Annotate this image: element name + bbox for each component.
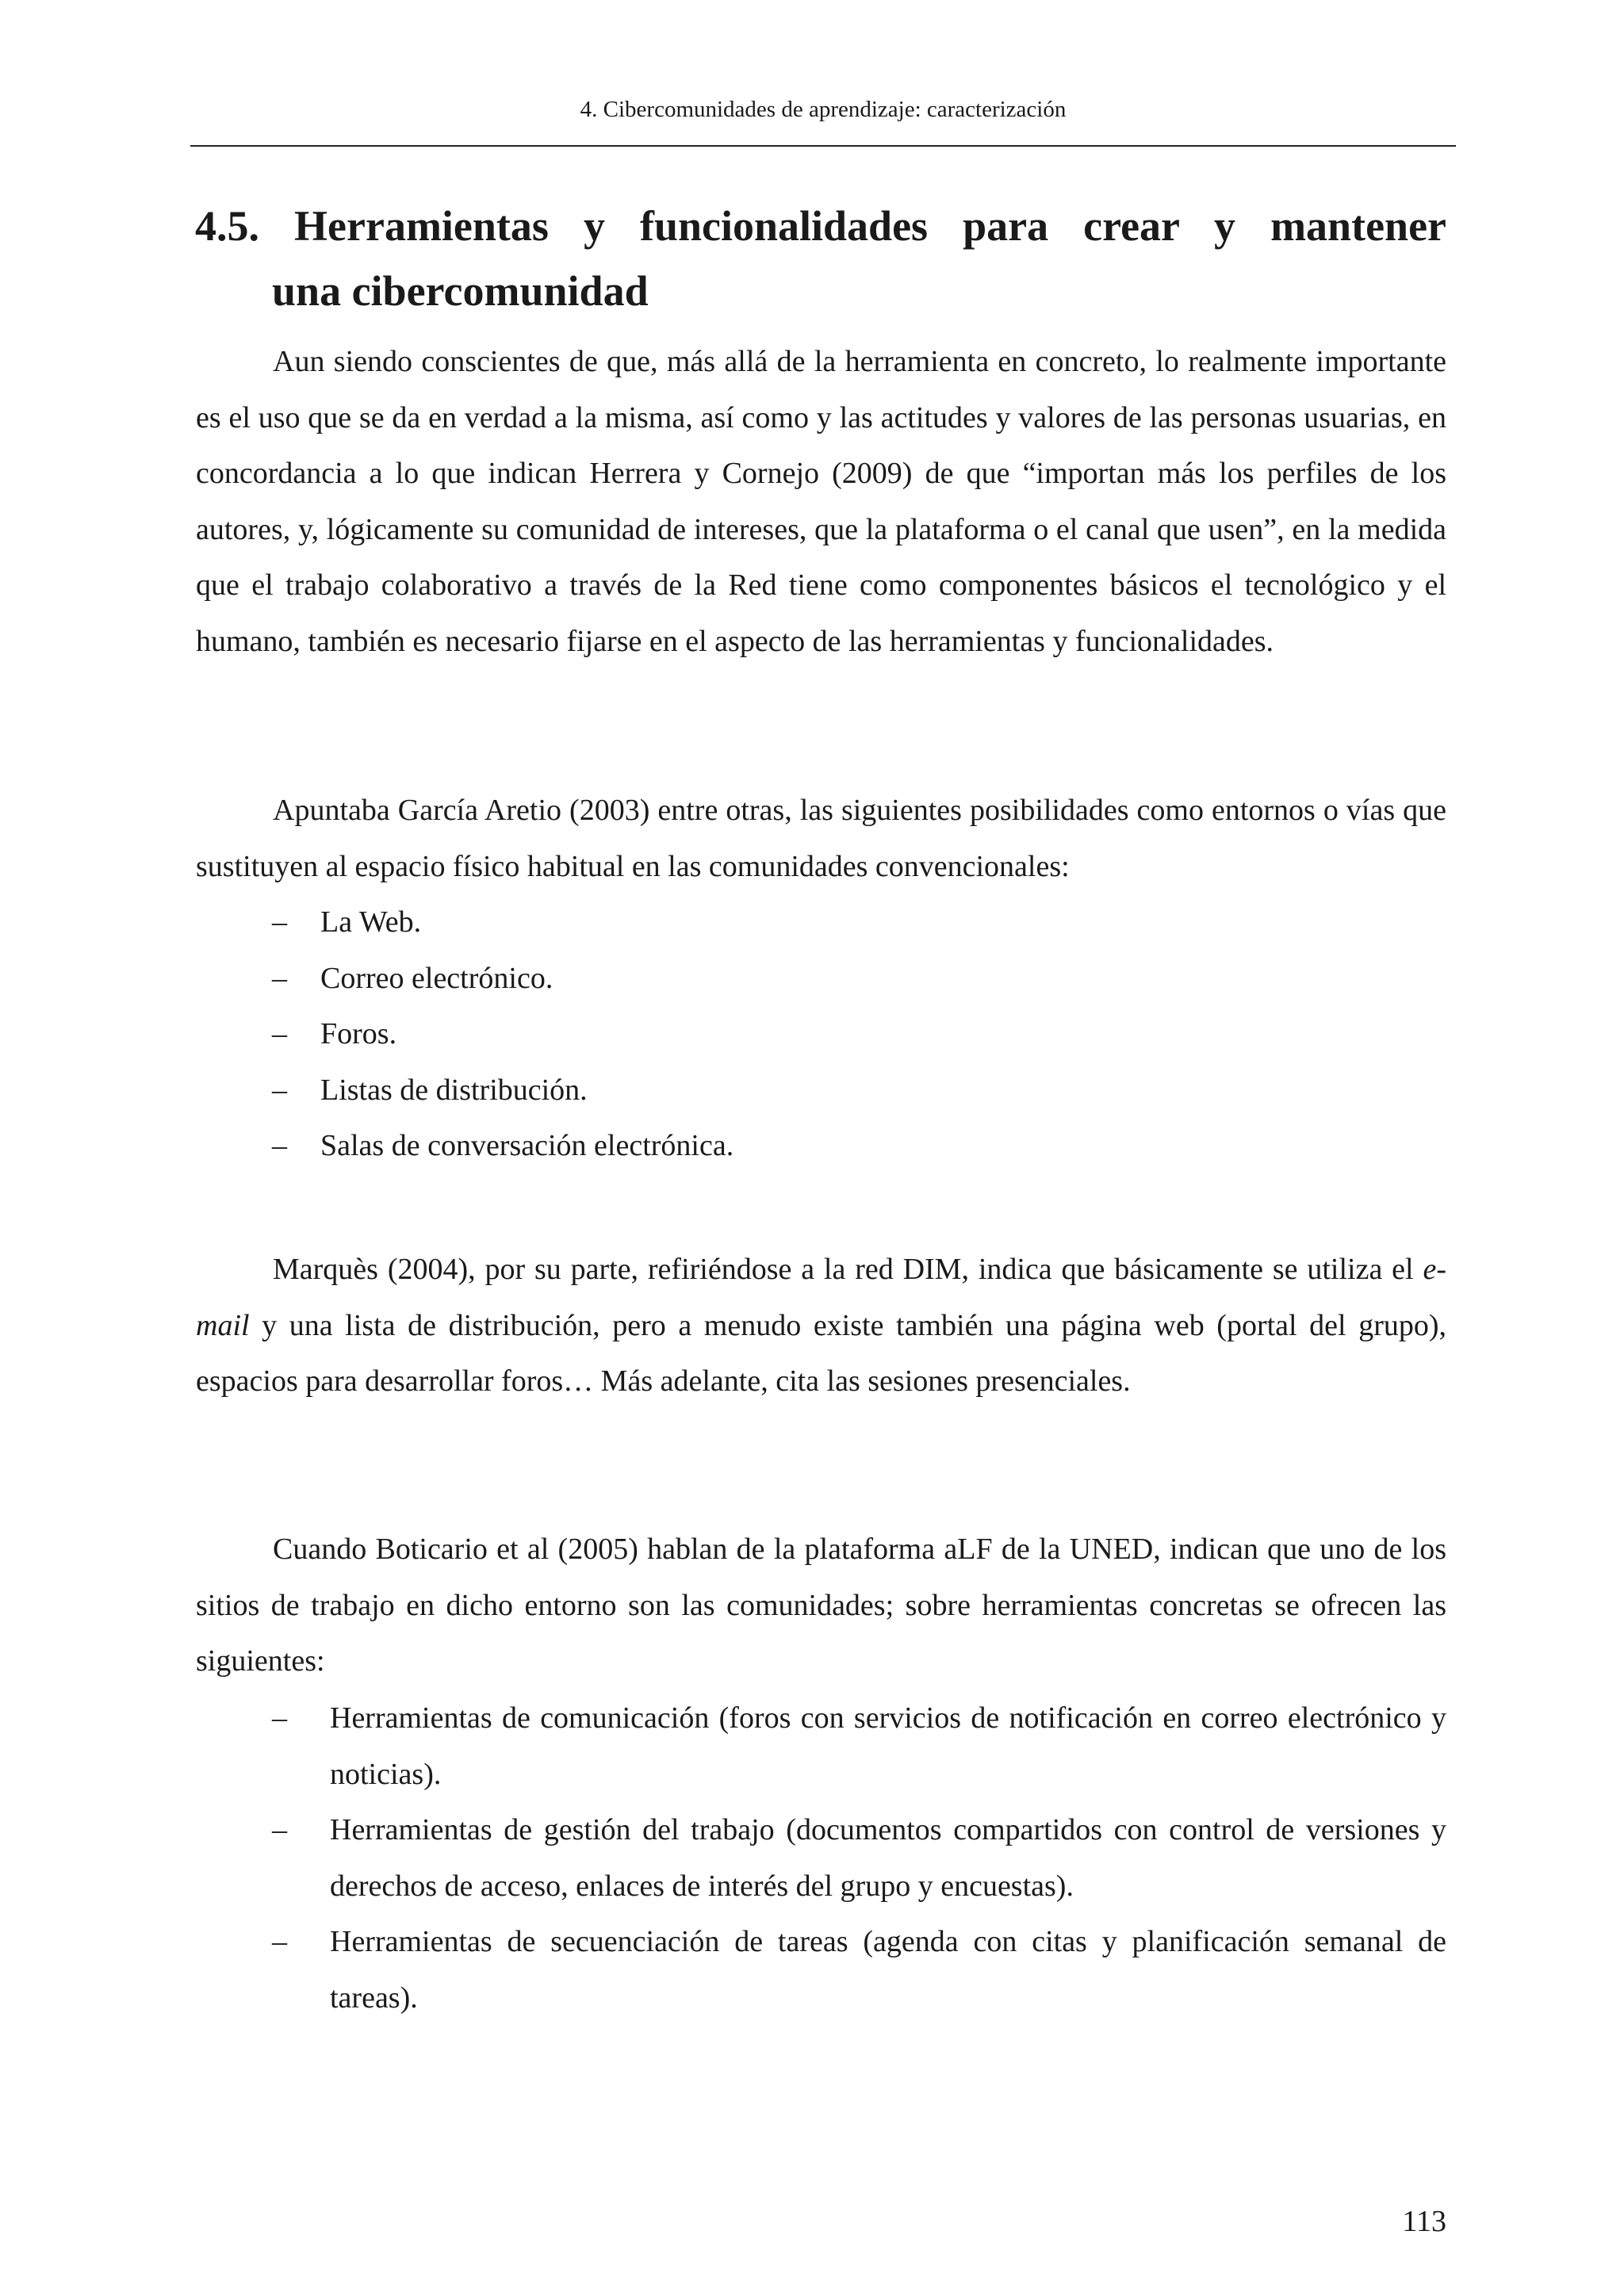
- list-item: – Herramientas de secuenciación de tareas (agenda con citas y planificación semanal de tareas).: [272, 1914, 1446, 2026]
- list-item: – La Web.: [272, 894, 1446, 951]
- dash-bullet: –: [272, 1017, 287, 1050]
- list-communication-channels: [272, 894, 1446, 1174]
- section-heading: [195, 193, 1446, 323]
- dash-bullet: –: [272, 905, 287, 939]
- dash-bullet: –: [272, 1925, 287, 1958]
- dash-bullet: –: [272, 1813, 287, 1846]
- list-item: – Herramientas de gestión del trabajo (documentos compartidos con control de versiones y derechos de acceso, enlaces de interés del grupo y encuestas).: [272, 1802, 1446, 1914]
- dash-bullet: –: [272, 1073, 287, 1107]
- dash-bullet: –: [272, 1701, 287, 1735]
- section-title-line1: Herramientas y funcionalidades para crear y mantener: [294, 202, 1447, 250]
- dash-bullet: –: [272, 1129, 287, 1162]
- list-item: – Listas de distribución.: [272, 1062, 1446, 1119]
- paragraph-3: Marquès (2004), por su parte, refiriéndose a la red DIM, indica que básicamente se utiliza el e-mail y una lista de distribución, pero a menudo existe también una página web (portal del grupo), espacios para desarrollar foros… Más adelante, cita las sesiones presenciales.: [196, 1253, 1446, 1398]
- dash-bullet: –: [272, 961, 287, 995]
- email-term: e-mail: [196, 1253, 1446, 1342]
- list-alf-tools: [272, 1690, 1446, 2026]
- section-title-line2: una cibercomunidad: [272, 267, 649, 315]
- header-rule: [190, 145, 1456, 147]
- list-item: – Foros.: [272, 1006, 1446, 1062]
- section-heading-line1: [195, 193, 1446, 258]
- list-item: – Correo electrónico.: [272, 951, 1446, 1007]
- list-item: – Herramientas de comunicación (foros con servicios de notificación en correo electrónico y noticias).: [272, 1690, 1446, 1802]
- running-header: 4. Cibercomunidades de aprendizaje: caracterización: [580, 97, 1067, 122]
- paragraph-4: Cuando Boticario et al (2005) hablan de la plataforma aLF de la UNED, indican que uno de los sitios de trabajo en dicho entorno son las comunidades; sobre herramientas concretas se ofrecen las siguientes:: [196, 1533, 1446, 1678]
- paragraph-2: Apuntaba García Aretio (2003) entre otras, las siguientes posibilidades como entornos o vías que sustituyen al espacio físico habitual en las comunidades convencionales:: [196, 794, 1446, 883]
- section-number: 4.5.: [195, 202, 259, 250]
- paragraph-1: Aun siendo conscientes de que, más allá de la herramienta en concreto, lo realmente importante es el uso que se da en verdad a la misma, así como y las actitudes y valores de las personas usuarias, en concordancia a lo que indican Herrera y Cornejo (2009) de que “importan más los perfiles de los autores, y, lógicamente su comunidad de intereses, que la plataforma o el canal que usen”, en la medida que el trabajo colaborativo a través de la Red tiene como componentes básicos el tecnológico y el humano, también es necesario fijarse en el aspecto de las herramientas y funcionalidades.: [196, 345, 1446, 658]
- page-number: 113: [1402, 2205, 1446, 2238]
- list-item: – Salas de conversación electrónica.: [272, 1118, 1446, 1174]
